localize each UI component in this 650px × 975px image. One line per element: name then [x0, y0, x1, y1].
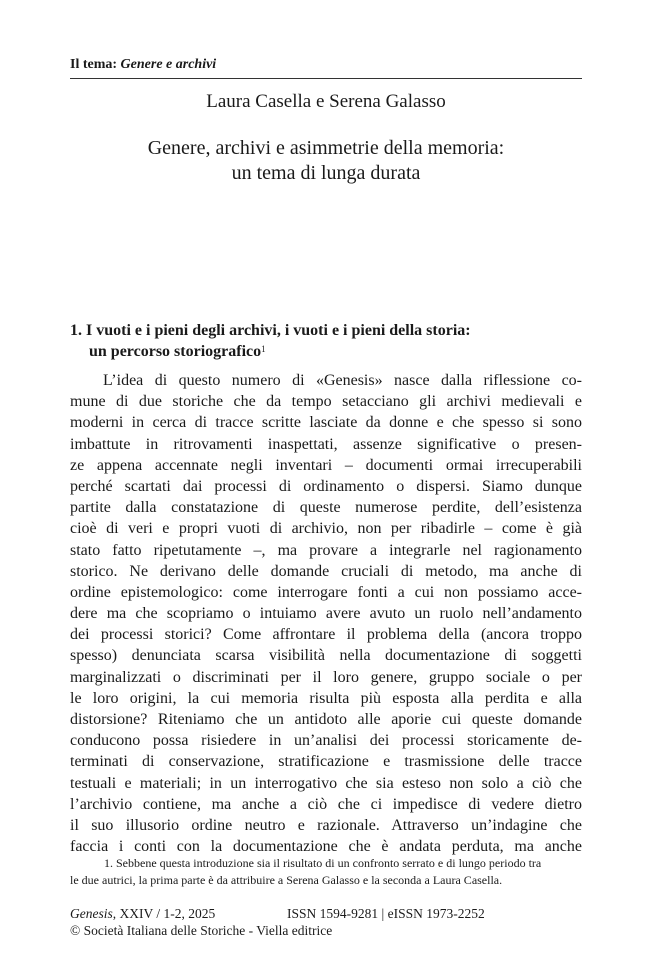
body-paragraph	[70, 370, 582, 857]
footnote-line-1: 1. Sebbene questa introduzione sia il risultato di un confronto serrato e di lungo periodo tra	[104, 856, 542, 870]
body-line: ordine epistemologico: come interrogare fonti a cui non possiamo acce-	[70, 583, 582, 601]
body-line: perché scartati dai processi di ordinamento o dispersi. Siamo dunque	[70, 477, 582, 495]
footer-issue: , XXIV / 1-2, 2025	[112, 906, 216, 921]
section-heading	[70, 320, 582, 362]
footnote-marker[interactable]: 1	[261, 344, 266, 354]
running-head-prefix: Il tema:	[70, 57, 118, 72]
page-footer	[70, 905, 485, 939]
body-line: marginalizzati o discriminati per il loro genere, gruppo sociale o per	[70, 668, 582, 686]
article-title	[70, 136, 582, 186]
body-line: partite dalla constatazione di queste numerose perdite, dell’esistenza	[70, 499, 582, 517]
section-heading-line-1: 1. I vuoti e i pieni degli archivi, i vuoti e i pieni della storia:	[70, 322, 471, 339]
body-line: moderni in cerca di tracce scritte lasciate da donne e che spesso si sono	[70, 414, 582, 432]
body-line: l’archivio contiene, ma anche a ciò che ci impedisce di vedere dietro	[70, 795, 582, 813]
body-line: il suo illusorio ordine neutro e razionale. Attraverso un’indagine che	[70, 816, 582, 834]
body-line: imbattute in ritrovamenti inaspettati, assenze significative o presen-	[70, 435, 582, 453]
body-line: L’idea di questo numero di «Genesis» nasce dalla riflessione co-	[103, 372, 582, 389]
header-rule	[70, 78, 582, 79]
body-line: ze appena accennate negli inventari – documenti ormai irrecuperabili	[70, 456, 582, 474]
body-line: spesso) denunciata scarsa visibilità nella documentazione di soggetti	[70, 647, 582, 665]
body-line: distorsione? Riteniamo che un antidoto alle aporie cui queste domande	[70, 711, 582, 728]
footer-publisher: © Società Italiana delle Storiche - Viella editrice	[70, 923, 333, 938]
footnote	[70, 855, 582, 889]
body-line: conducono possa risiedere in un’analisi dei processi storicamente de-	[70, 732, 582, 750]
body-line: testuali e materiali; in un interrogativo che sia esteso non solo a ciò che	[70, 774, 582, 792]
article-title-line-1: Genere, archivi e asimmetrie della memoria:	[147, 137, 505, 159]
section-heading-line-2	[70, 341, 582, 362]
body-line: faccia i conti con la documentazione che è andata perduta, ma anche	[70, 838, 582, 856]
body-line: terminati di conservazione, stratificazione e trasmissione delle tracce	[70, 753, 582, 771]
body-line: storico. Ne derivano delle domande cruciali di metodo, ma anche di	[70, 562, 582, 580]
footer-issn: ISSN 1594-9281 | eISSN 1973-2252	[287, 906, 485, 921]
footnote-line-2: le due autrici, la prima parte è da attribuire a Serena Galasso e la seconda a Laura Casella.	[70, 873, 503, 887]
body-line: mune di due storiche che da tempo setacciano gli archivi medievali e	[70, 393, 582, 411]
running-head	[70, 56, 216, 74]
body-line: dere ma che scopriamo o intuiamo avere avuto un ruolo nell’andamento	[70, 605, 582, 623]
body-line: stato fatto ripetutamente –, ma provare a integrarle nel ragionamento	[70, 541, 582, 559]
footer-journal-name: Genesis	[70, 906, 113, 921]
article-authors: Laura Casella e Serena Galasso	[206, 91, 446, 112]
body-line: cioè di veri e propri vuoti di archivio, non per ribadirle – come è già	[70, 520, 582, 538]
body-line: le loro origini, la cui memoria risulta più esposta alla perdita e alla	[70, 689, 582, 707]
body-line: dei processi storici? Come affrontare il problema della (ancora troppo	[70, 626, 582, 644]
footer-citation	[70, 906, 215, 921]
section-heading-line-2-text: un percorso storiografico	[89, 343, 262, 360]
article-title-line-2: un tema di lunga durata	[231, 162, 421, 184]
running-head-topic: Genere e archivi	[120, 57, 217, 72]
